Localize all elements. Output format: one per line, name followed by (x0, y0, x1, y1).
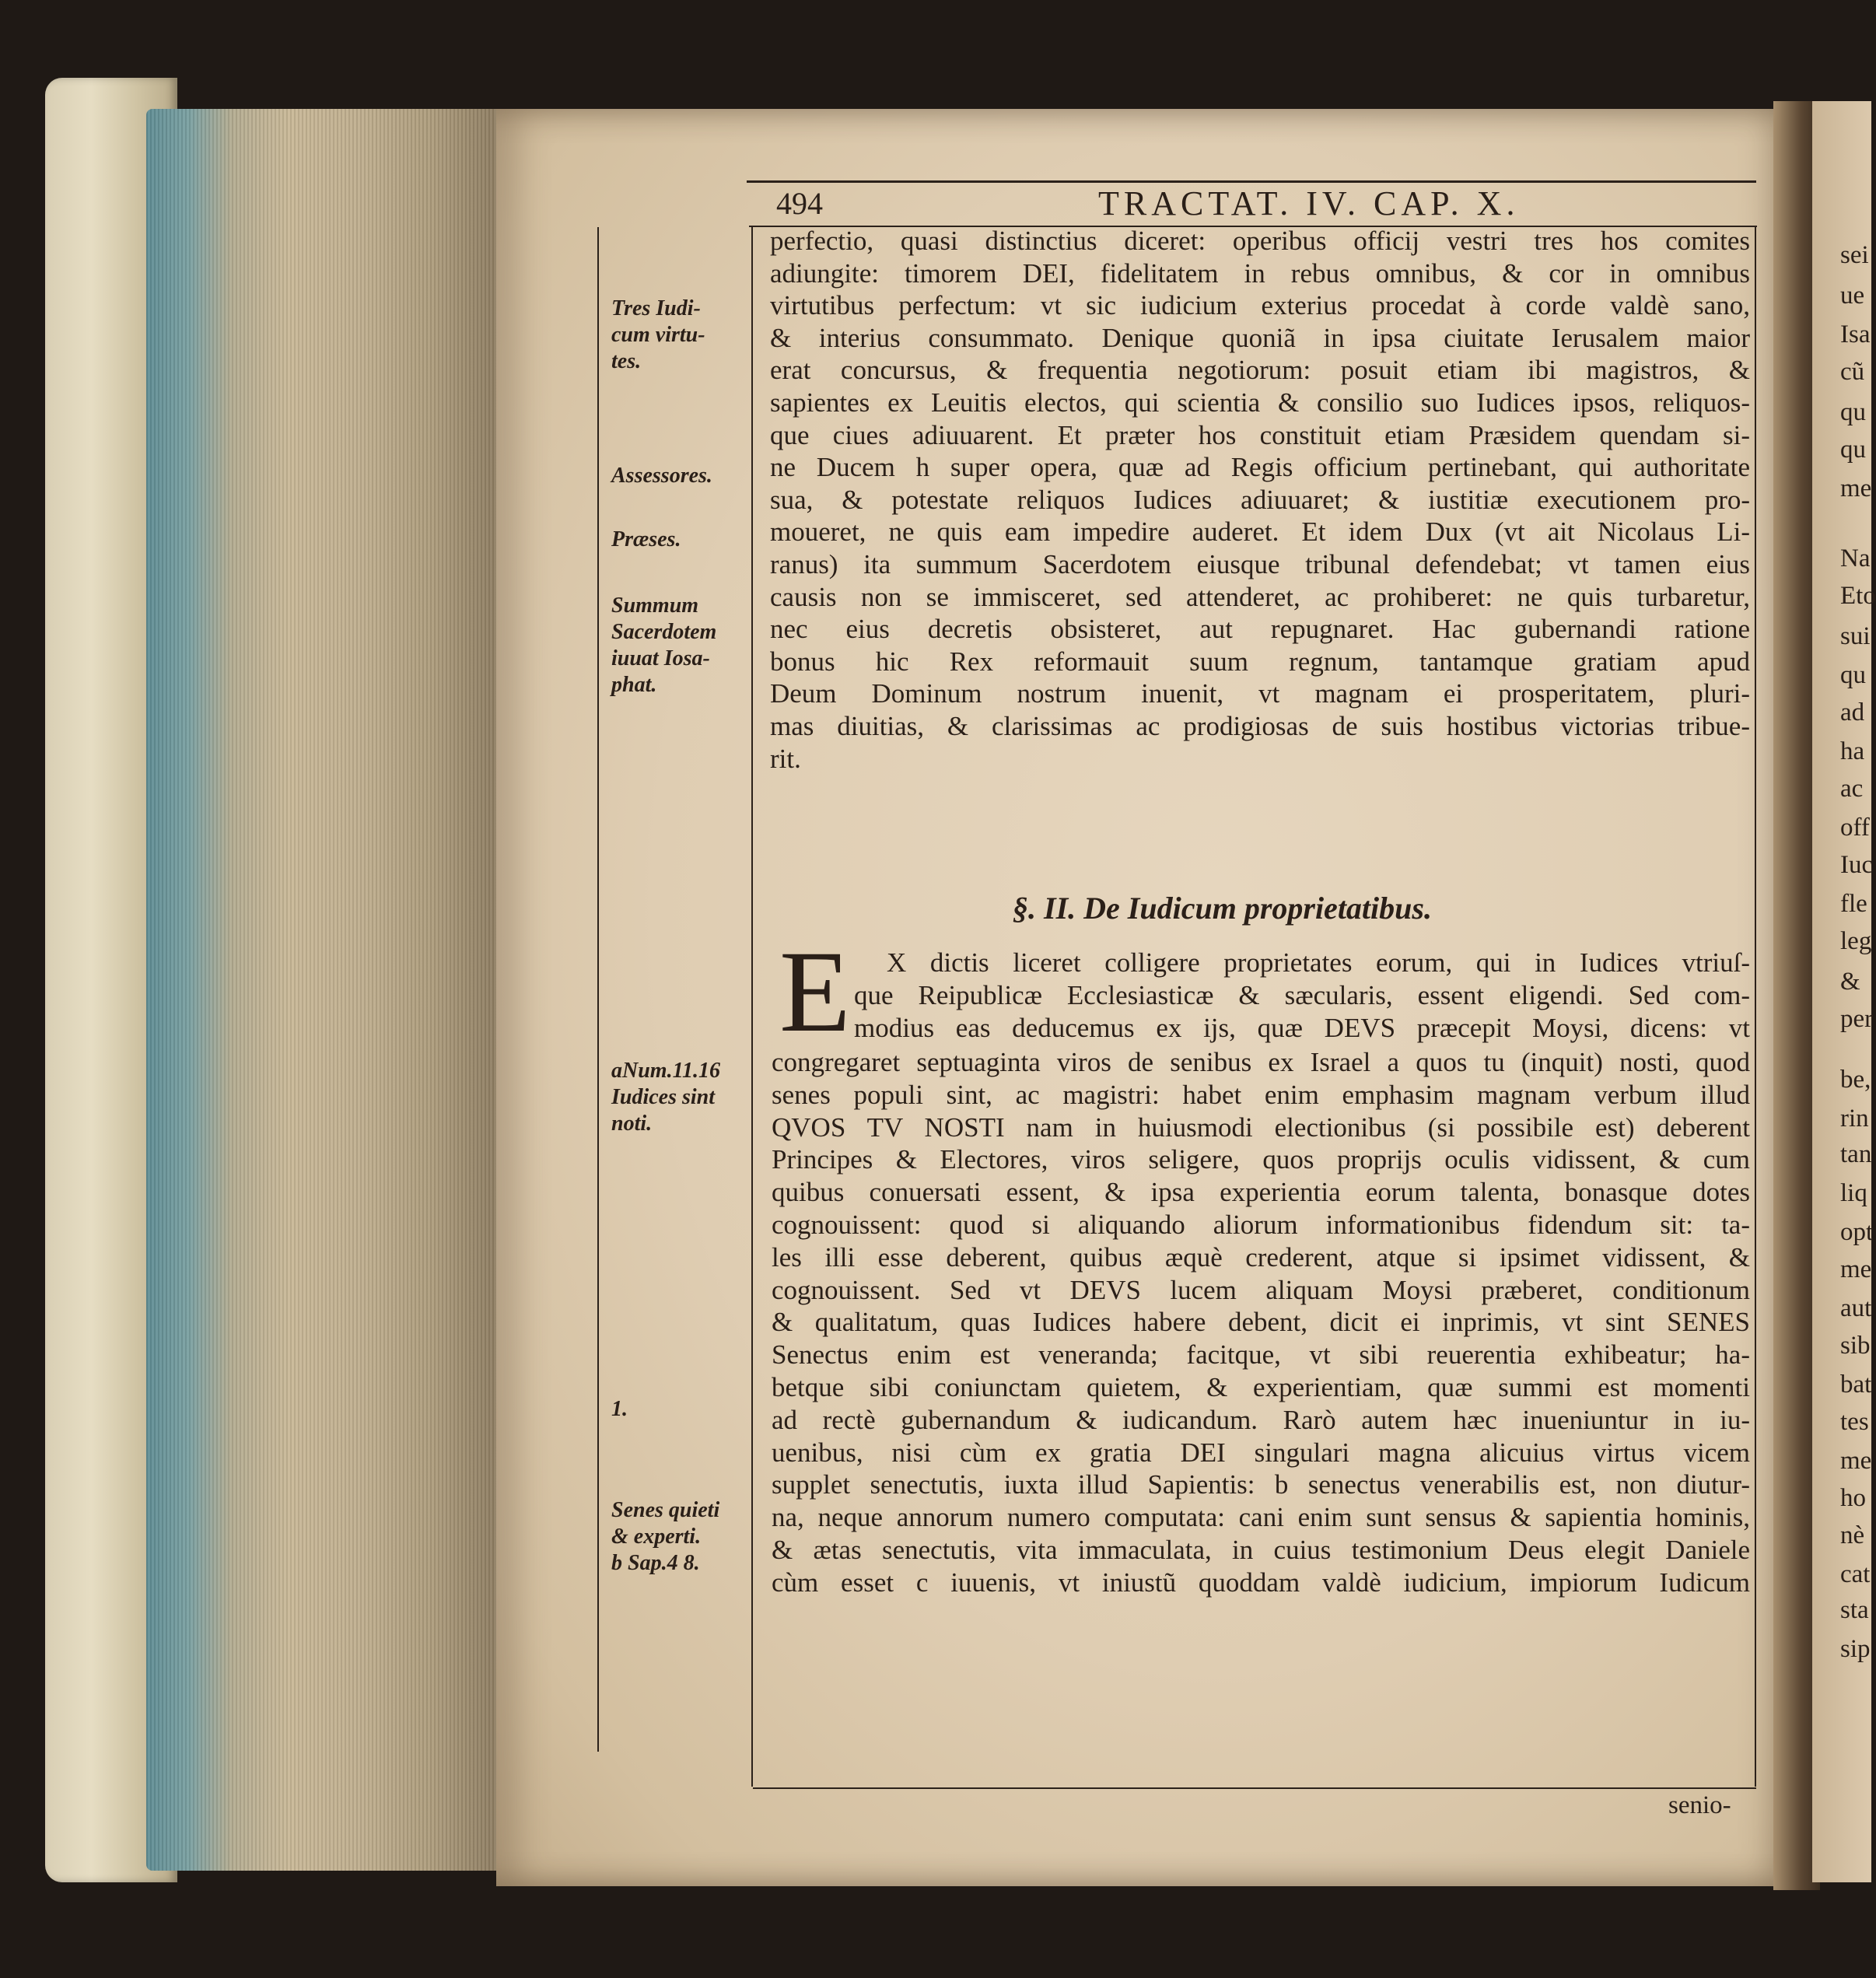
text-line: uenibus, nisi cùm ex gratia DEI singulari magna alicuius virtus vicem (772, 1437, 1750, 1468)
text-line: les illi esse deberent, quibus æquè crederent, atque si ipsimet vidissent, & (772, 1241, 1750, 1273)
text-line: congregaret septuaginta viros de senibus ex Israel a quos tu (inquit) nosti, quod (772, 1047, 1750, 1077)
text-line: ad rectè gubernandum & iudicandum. Rarò autem hæc inueniuntur in iu- (772, 1404, 1750, 1435)
margin-note-line: Tres Iudi- (611, 296, 701, 320)
text-line: virtutibus perfectum: vt sic iudicium exterius procedat à corde valdè sano, (770, 290, 1750, 321)
next-page-fragment: ha (1840, 737, 1865, 765)
next-page-fragment: rin (1840, 1105, 1869, 1133)
text-line: sua, & potestate reliquos Iudices adiuuaret; & iustitiæ executionem pro- (770, 484, 1750, 515)
running-title: TRACTAT. IV. CAP. X. (1098, 184, 1520, 222)
text-line: nec eius decretis obsisteret, aut repugnaret. Hac gubernandi ratione (770, 614, 1750, 645)
text-line: na, neque annorum numero computata: cani enim sunt sensus & sapientia hominis, (772, 1502, 1750, 1533)
next-page-fragment: ue (1840, 282, 1865, 310)
page-edges (146, 109, 504, 1871)
next-page-fragment: aut (1840, 1294, 1872, 1322)
catchword: senio- (1668, 1791, 1731, 1819)
text-line: mas diuitias, & clarissimas ac prodigiosas de suis hostibus victorias tribue- (770, 711, 1750, 741)
next-page-fragment: per (1840, 1005, 1874, 1033)
margin-note-line: iuuat Iosa- (611, 646, 710, 670)
text-line: perfectio, quasi distinctius diceret: operibus officij vestri tres hos comites (770, 226, 1750, 256)
right-rule (1755, 227, 1756, 1787)
text-line: Senectus enim est veneranda; facitque, vt sibi reuerentia exhibeatur; ha- (772, 1339, 1750, 1371)
next-page-fragment: & (1840, 968, 1860, 996)
margin-note-line: noti. (611, 1112, 653, 1136)
margin-note-line: 1. (611, 1397, 628, 1421)
next-page-fragment: qu (1840, 436, 1866, 464)
margin-note-line: & experti. (611, 1525, 702, 1549)
margin-note-line: Sacerdotem (611, 620, 717, 644)
margin-note-line: Senes quieti (611, 1498, 720, 1522)
margin-note-line: Iudices sint (611, 1085, 716, 1109)
text-line: ranus) ita summum Sacerdotem eiusque tribunal defendebat; vt tamen eius (770, 549, 1750, 579)
margin-note-line: tes. (611, 349, 642, 373)
next-page-fragment: me (1840, 1255, 1872, 1283)
text-line: que ciues adiuuarent. Et præter hos constituit etiam Præsidem quendam si- (770, 419, 1750, 450)
next-page-fragment: fle (1840, 890, 1867, 918)
next-page-fragment: sib (1840, 1332, 1871, 1360)
text-line: que Reipublicæ Ecclesiasticæ & sæcularis, essent eligendi. Sed com- (854, 980, 1750, 1010)
text-line: X dictis liceret colligere proprietates eorum, qui in Iudices vtriuſ- (887, 947, 1750, 978)
text-line: modius eas deducemus ex ijs, quæ DEVS præcepit Moysi, dicens: vt (854, 1013, 1750, 1043)
margin-note-line: Summum (611, 593, 699, 618)
margin-note-line: phat. (611, 673, 657, 697)
text-line: quibus conuersati essent, & ipsa experientia eorum talenta, bonasque dotes (772, 1177, 1750, 1208)
next-page-fragment: bat (1840, 1371, 1872, 1399)
next-page-fragment: be, (1840, 1066, 1871, 1094)
next-page-fragment: tes (1840, 1408, 1869, 1436)
text-line: cùm esset c iuuenis, vt iniustũ quoddam valdè iudicium, impiorum Iudicum (772, 1567, 1750, 1598)
drop-cap: E (779, 927, 851, 1056)
text-line: erat concursus, & frequentia negotiorum: posuit etiam ibi magistros, & (770, 355, 1750, 386)
margin-note-line: Assessores. (611, 464, 712, 488)
next-page-fragment: qu (1840, 661, 1866, 689)
text-line: & ætas senectutis, vita immaculata, in cuius testimonium Deus elegit Daniele (772, 1535, 1750, 1565)
next-page-fragment: sta (1840, 1596, 1869, 1624)
text-line: adiungite: timorem DEI, fidelitatem in rebus omnibus, & cor in omnibus (770, 257, 1750, 289)
text-line: moueret, ne quis eam impedire auderet. Et idem Dux (vt ait Nicolaus Li- (770, 516, 1750, 548)
next-page-fragment: Iuc (1840, 851, 1874, 879)
text-line: Principes & Electores, viros seligere, quos proprijs oculis vidissent, & cum (772, 1144, 1750, 1175)
text-line: senes populi sint, ac magistri: habet enim emphasim magnam verbum illud (772, 1079, 1750, 1110)
next-page-fragment: leg (1840, 927, 1872, 955)
next-page-fragment: me (1840, 474, 1872, 502)
top-rule (747, 180, 1756, 183)
next-page-fragment: liq (1840, 1179, 1867, 1207)
next-page-fragment: cat (1840, 1560, 1871, 1588)
margin-left-rule (597, 227, 599, 1752)
text-line: sapientes ex Leuitis electos, qui scientia & consilio suo Iudices ipsos, reliquos- (770, 387, 1750, 418)
text-line: & qualitatum, quas Iudices habere debent, dicit ei inprimis, vt sint SENES (772, 1307, 1750, 1338)
next-page-fragment: opt (1840, 1218, 1874, 1246)
next-page-fragment: Na (1840, 544, 1871, 572)
text-line: causis non se immisceret, sed attenderet, ac prohiberet: ne quis turbaretur, (770, 581, 1750, 612)
page-number: 494 (776, 186, 823, 221)
margin-note-line: b Sap.4 8. (611, 1551, 700, 1575)
next-page-fragment: sui (1840, 622, 1871, 650)
next-page-fragment: Isa (1840, 320, 1871, 348)
next-page-fragment: sei (1840, 241, 1869, 269)
text-line: supplet senectutis, iuxta illud Sapientis: b senectus venerabilis est, non diutur- (772, 1469, 1750, 1500)
next-page-fragment: Eto (1840, 582, 1876, 610)
text-line: ne Ducem h super opera, quæ ad Regis officium pertinebant, qui authoritate (770, 452, 1750, 483)
section-title: §. II. De Iudicum proprietatibus. (1013, 891, 1432, 926)
text-line: QVOS TV NOSTI nam in huiusmodi electionibus (si possibile est) deberent (772, 1112, 1750, 1143)
text-line: & interius consummato. Denique quoniã in ipsa ciuitate Ierusalem maior (770, 322, 1750, 353)
text-line: Deum Dominum nostrum inuenit, vt magnam ei prosperitatem, pluri- (770, 678, 1750, 709)
margin-note-line: cum virtu- (611, 323, 705, 347)
bottom-rule (753, 1787, 1756, 1789)
next-page-fragment: off (1840, 814, 1870, 842)
column-rule (751, 227, 753, 1787)
next-page-fragment: ho (1840, 1484, 1866, 1512)
next-page-fragment: cũ (1840, 358, 1865, 386)
next-page-fragment: ad (1840, 698, 1865, 726)
next-page-fragment: qu (1840, 398, 1866, 426)
next-page-fragment: sip (1840, 1635, 1871, 1663)
text-line: bonus hic Rex reformauit suum regnum, tantamque gratiam apud (770, 646, 1750, 677)
next-page-fragment: tan (1840, 1140, 1872, 1168)
next-page-fragment: me (1840, 1447, 1872, 1475)
margin-note-line: Præses. (611, 527, 681, 551)
text-line: cognouissent: quod si aliquando aliorum informationibus fidendum sit: ta- (772, 1210, 1750, 1240)
text-line: cognouissent. Sed vt DEVS lucem aliquam Moysi præberet, conditionum (772, 1274, 1750, 1305)
next-page-fragment: nè (1840, 1521, 1865, 1549)
margin-note-line: aNum.11.16 (611, 1059, 721, 1083)
text-line: betque sibi coniunctam quietem, & experientiam, quæ summi est momenti (772, 1372, 1750, 1402)
next-page-fragment: ac (1840, 775, 1864, 803)
text-line: rit. (770, 743, 801, 774)
